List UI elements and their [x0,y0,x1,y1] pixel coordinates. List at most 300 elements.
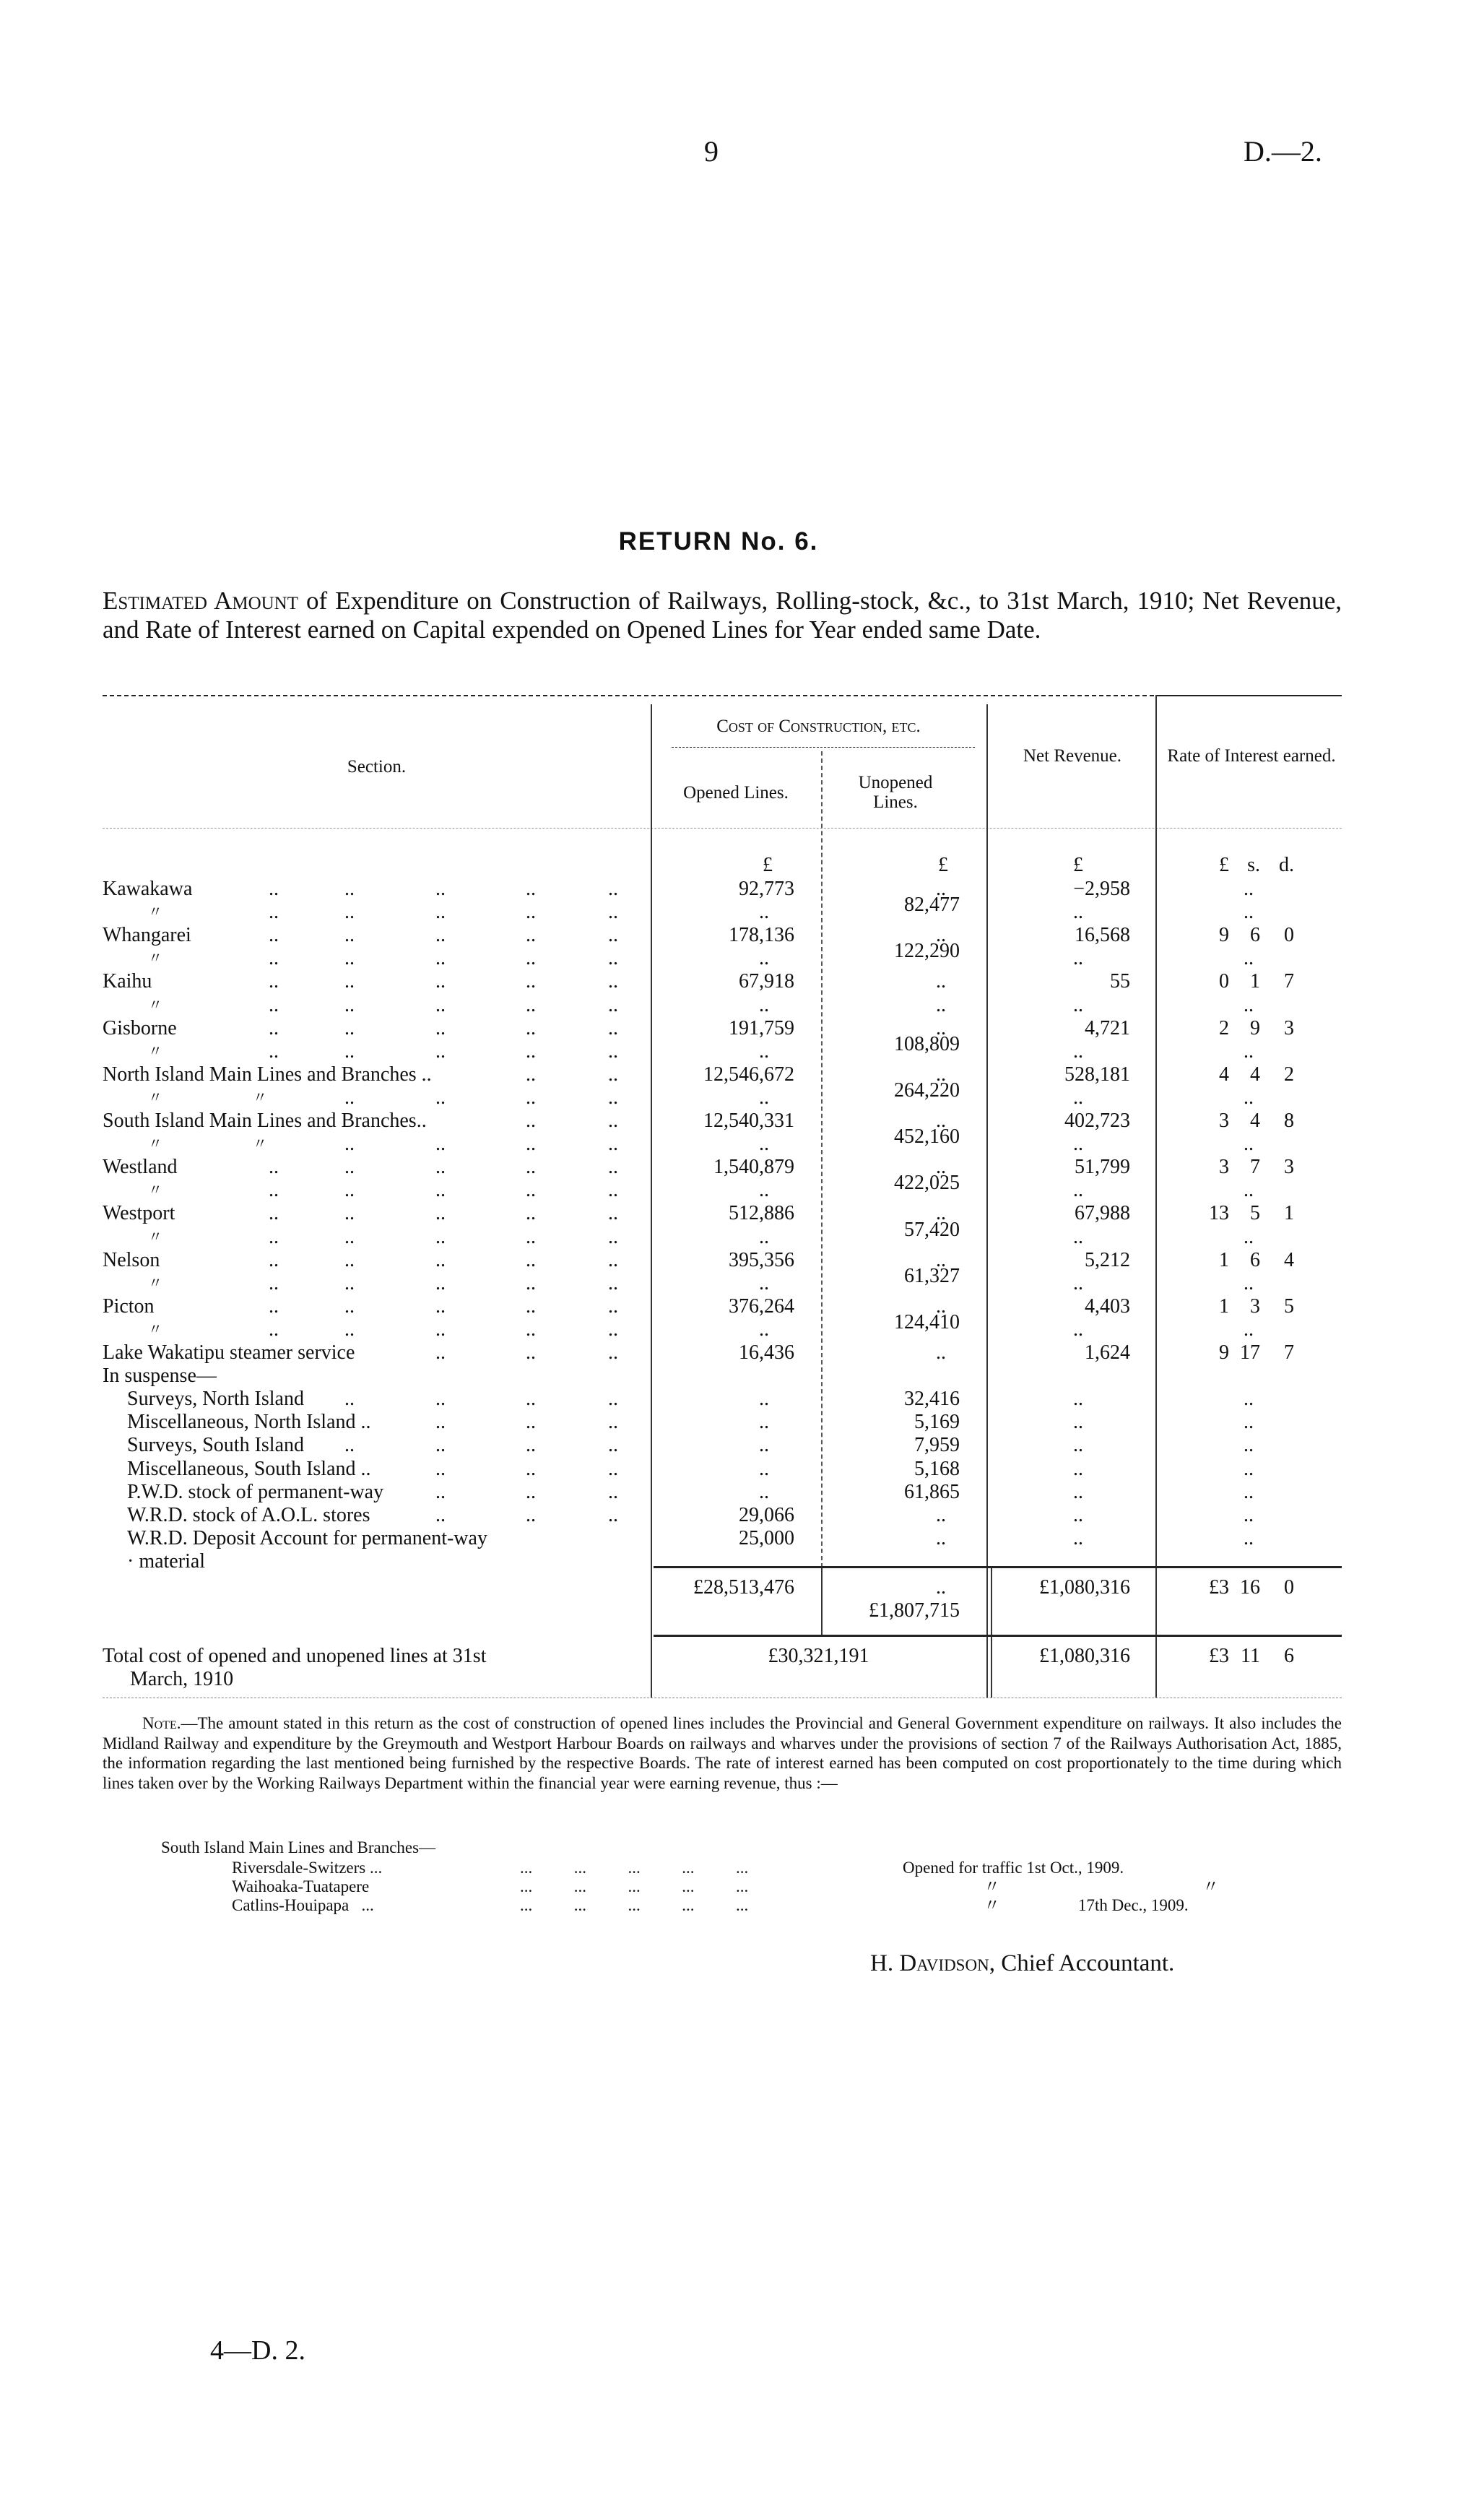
unopened-lines-value: 32,416 [904,1388,960,1411]
opening-line-name: Waihoaka-Tuatapere [232,1877,370,1895]
leader-dots: .. [608,1016,618,1039]
leader-dots: .. [608,1063,618,1086]
opened-lines-value: .. [759,1388,769,1411]
unopened-lines-value: 108,809 [894,1032,960,1055]
leader-dots: .. [344,1434,355,1457]
unopened-lines-value: 124,410 [894,1310,960,1333]
opened-lines-value: 12,546,672 [703,1063,794,1086]
unopened-lines-value: 82,477 [904,894,960,917]
leader-dots: .. [608,878,618,900]
unopened-lines-value: 7,959 [914,1434,960,1457]
leader-dots: .. [269,970,279,993]
unopened-lines-value: .. [936,1503,946,1526]
leader-dots: .. [269,1016,279,1039]
row-label: Westport [103,1202,175,1225]
signatory-name: H. Davidson [870,1950,989,1976]
total-rate-shillings: 11 [1241,1645,1260,1667]
opened-lines-value: .. [759,1480,769,1503]
rate-of-interest-value: .. [1244,878,1254,900]
opened-lines-value: .. [759,1133,769,1156]
leader-dots: .. [269,878,279,900]
net-revenue-value: .. [1073,1457,1083,1480]
net-revenue-value: 67,988 [1075,1202,1130,1225]
rate-shillings: 4 [1250,1110,1260,1132]
leader-dots: .. [344,1388,355,1411]
leader-dots: .. [269,1039,279,1063]
rate-of-interest-value: .. [1244,1039,1254,1063]
rate-shillings: 4 [1250,1063,1260,1086]
opening-line-name: Riversdale-Switzers ... [232,1859,383,1877]
row-label: 〃 [148,904,162,921]
subtotal-rate-pence: 0 [1284,1576,1294,1599]
table-row [0,1411,1484,1434]
table-top-rule-right [1155,695,1342,696]
leader-dots: .. [269,1318,279,1341]
leader-dots: .. [435,947,446,970]
leader-dots: .. [344,1202,355,1225]
table-row [0,1110,1484,1133]
rate-shillings: 3 [1250,1294,1260,1318]
header-unopened-lines: Unopened Lines. [858,773,933,812]
leader-dots: .. [526,1434,536,1457]
table-row [0,1341,1484,1365]
units-row [0,854,1484,877]
document-reference: D.—2. [1244,135,1322,168]
opened-lines-value: 191,759 [729,1016,794,1039]
row-label: North Island Main Lines and Branches .. [103,1063,432,1086]
row-label: · material [127,1549,206,1573]
table-row [0,1295,1484,1318]
table-row [0,1078,1484,1110]
leader-dots: .. [269,1156,279,1179]
leader-dots: .. [435,1039,446,1063]
leader-dots: .. [608,1503,618,1526]
table-row [0,1458,1484,1481]
net-revenue-value: 55 [1110,970,1130,993]
row-label: 〃 [148,1182,162,1199]
opened-lines-value: 178,136 [729,924,794,947]
table-row [0,1125,1484,1156]
rate-of-interest-value: .. [1244,1179,1254,1202]
rate-pounds: 3 [1219,1156,1229,1179]
leader-dots: .. [269,1225,279,1248]
leader-dots: .. [526,1063,536,1086]
unopened-lines-value: .. [936,1202,946,1225]
intro-lead: Estimated Amount [103,587,299,615]
table-row [0,1310,1484,1341]
note-lead: Note. [142,1714,181,1732]
net-revenue-value: .. [1073,1480,1083,1503]
header-cost-of-construction: Cost of Construction, etc. [716,717,921,736]
opened-lines-value: .. [759,1179,769,1202]
leader-dots: .. [526,924,536,947]
rate-pounds: 2 [1219,1016,1229,1039]
leader-dots: .. [526,1248,536,1271]
opened-lines-value: .. [759,1411,769,1434]
unopened-lines-value: 5,169 [914,1411,960,1434]
rate-pounds: 1 [1219,1294,1229,1318]
unopened-lines-value: 452,160 [894,1125,960,1149]
leader-dots: .. [344,993,355,1016]
rate-pounds: 9 [1219,1341,1229,1364]
leader-dots: .. [526,1318,536,1341]
ditto-mark: 〃 [984,1877,1000,1895]
row-label: South Island Main Lines and Branches.. [103,1110,427,1132]
leader-dots: .. [526,1411,536,1434]
net-revenue-value: .. [1073,1503,1083,1526]
leader-dots: .. [526,993,536,1016]
total-label: Total cost of opened and unopened lines at 31st [103,1645,487,1667]
return-title: RETURN No. 6. [618,527,819,555]
total-label-line2: March, 1910 [130,1668,234,1690]
leader-dots: .. [344,970,355,993]
table-row [0,1504,1484,1527]
row-label: 〃 〃 [148,1136,267,1153]
total-cost: £30,321,191 [768,1645,869,1667]
leader-dots: .. [269,1202,279,1225]
opened-lines-value: .. [759,1318,769,1341]
net-revenue-value: .. [1073,1039,1083,1063]
table-row [0,1249,1484,1272]
table-row [0,924,1484,947]
row-label: Miscellaneous, North Island .. [127,1411,371,1434]
unopened-lines-value: .. [936,1248,946,1271]
unit-unopened: £ [938,854,948,876]
leader-dots: .. [608,901,618,924]
leader-dots: .. [526,1086,536,1109]
net-revenue-value: .. [1073,993,1083,1016]
row-label: In suspense— [103,1365,217,1388]
page-number: 9 [704,135,719,168]
rate-pounds: 13 [1209,1202,1229,1225]
table-row [0,940,1484,970]
rate-of-interest-value: .. [1244,1086,1254,1109]
opened-lines-value: .. [759,1086,769,1109]
total-row-continued [0,1668,1484,1691]
table-row [0,1550,1484,1573]
subtotal-unopened: £1,807,715 [869,1599,960,1622]
leader-dots: .. [608,1434,618,1457]
row-label: 〃 [148,951,162,967]
leader-dots: .. [269,1179,279,1202]
leader-dots: .. [608,1457,618,1480]
row-label: Gisborne [103,1016,177,1039]
net-revenue-value: 1,624 [1085,1341,1130,1364]
unopened-lines-value: 122,290 [894,940,960,963]
row-label: 〃 [148,1229,162,1245]
rate-pounds: 3 [1219,1110,1229,1132]
opened-lines-value: .. [759,1271,769,1294]
unopened-lines-value: .. [936,970,946,993]
leader-dots: .. [608,1271,618,1294]
opened-lines-value: 16,436 [739,1341,794,1364]
unopened-lines-value: .. [936,1156,946,1179]
leader-dots: .. [608,1156,618,1179]
leader-dots: .. [435,1434,446,1457]
rate-of-interest-value: .. [1244,1271,1254,1294]
leader-dots: .. [344,924,355,947]
row-label: Whangarei [103,924,191,947]
opened-lines-value: .. [759,1457,769,1480]
leader-dots: .. [526,878,536,900]
leader-dots: .. [269,1294,279,1318]
rate-of-interest-value: .. [1244,1526,1254,1549]
leader-dots: .. [526,1202,536,1225]
unopened-lines-value: .. [936,1294,946,1318]
net-revenue-value: .. [1073,901,1083,924]
leader-dots: .. [608,1341,618,1364]
rate-shillings: 5 [1250,1202,1260,1225]
rate-of-interest-value: .. [1244,1133,1254,1156]
opened-lines-value: .. [759,993,769,1016]
page-footer: 4—D. 2. [210,2335,305,2366]
unit-rate-pounds: £ [1219,854,1229,876]
opened-lines-value: 29,066 [739,1503,794,1526]
leader-dots: .. [526,1179,536,1202]
net-revenue-value: −2,958 [1073,878,1130,900]
row-label: 〃 [148,1043,162,1060]
header-opened-lines: Opened Lines. [683,783,789,803]
leader-dots: .. [269,901,279,924]
row-label: P.W.D. stock of permanent-way [127,1480,384,1503]
table-row [0,1264,1484,1295]
unopened-lines-value: .. [936,1063,946,1086]
rate-pounds: 4 [1219,1063,1229,1086]
subtotal-opened: £28,513,476 [693,1576,794,1599]
table-row [0,1434,1484,1457]
row-label: Lake Wakatipu steamer service [103,1341,355,1364]
rate-of-interest-value: .. [1244,1411,1254,1434]
leader-dots: .. [435,1341,446,1364]
leader-dots: .. [344,1179,355,1202]
leader-dots: .. [608,1318,618,1341]
leader-dots: .. [526,1341,536,1364]
net-revenue-value: .. [1073,1133,1083,1156]
ditto-mark: 〃 [1202,1877,1219,1895]
table-row [0,1063,1484,1086]
rate-of-interest-value: .. [1244,1480,1254,1503]
opening-leader-dots: ... ... ... ... ... [520,1896,749,1914]
header-net-revenue: Net Revenue. [1023,746,1122,766]
leader-dots: .. [344,878,355,900]
leader-dots: .. [344,1039,355,1063]
rate-of-interest-value: .. [1244,1225,1254,1248]
leader-dots: .. [435,1016,446,1039]
unopened-lines-value: 61,327 [904,1264,960,1287]
table-row [0,878,1484,901]
total-rate-pence: 6 [1284,1645,1294,1667]
unopened-lines-value: 5,168 [914,1457,960,1480]
leader-dots: .. [526,1225,536,1248]
leader-dots: .. [526,947,536,970]
leader-dots: .. [435,1133,446,1156]
opened-lines-value: 67,918 [739,970,794,993]
leader-dots: .. [344,1133,355,1156]
opening-leader-dots: ... ... ... ... ... [520,1877,749,1895]
rate-pence: 3 [1284,1016,1294,1039]
row-label: W.R.D. Deposit Account for permanent-way [127,1526,487,1549]
leader-dots: .. [344,1318,355,1341]
leader-dots: .. [608,1388,618,1411]
rate-pence: 4 [1284,1248,1294,1271]
opened-lines-value: 12,540,331 [703,1110,794,1132]
opened-lines-value: 1,540,879 [713,1156,794,1179]
table-row [0,1202,1484,1225]
unit-net: £ [1073,854,1083,876]
leader-dots: .. [344,947,355,970]
table-row [0,970,1484,993]
leader-dots: .. [608,1039,618,1063]
leader-dots: .. [435,924,446,947]
table-row [0,1527,1484,1550]
leader-dots: .. [344,1156,355,1179]
leader-dots: .. [435,1294,446,1318]
row-label: 〃 [148,1275,162,1292]
leader-dots: .. [269,1271,279,1294]
table-row [0,1365,1484,1388]
opening-line-name: Catlins-Houipapa ... [232,1896,374,1914]
header-rate-of-interest: Rate of Interest earned. [1167,746,1336,766]
leader-dots: .. [608,1086,618,1109]
rate-pounds: 0 [1219,970,1229,993]
unit-rate-shillings: s. [1247,854,1260,876]
rate-pence: 5 [1284,1294,1294,1318]
rate-pounds: 1 [1219,1248,1229,1271]
opened-lines-value: .. [759,1225,769,1248]
leader-dots: .. [344,1016,355,1039]
leader-dots: .. [526,1480,536,1503]
leader-dots: .. [344,901,355,924]
table-row [0,1156,1484,1179]
row-label: Surveys, North Island [127,1388,304,1411]
net-revenue-value: .. [1073,1411,1083,1434]
opened-lines-value: 512,886 [729,1202,794,1225]
leader-dots: .. [608,924,618,947]
rate-of-interest-value: .. [1244,1457,1254,1480]
leader-dots: .. [344,1271,355,1294]
leader-dots: .. [608,1179,618,1202]
table-row [0,1032,1484,1063]
rate-shillings: 6 [1250,1248,1260,1271]
rate-of-interest-value: .. [1244,947,1254,970]
leader-dots: .. [435,1179,446,1202]
rate-of-interest-value: .. [1244,1388,1254,1411]
ditto-mark: 〃 [984,1896,1000,1914]
opened-lines-value: .. [759,947,769,970]
subtotal-rate-pounds: £3 [1209,1576,1229,1599]
row-label: 〃 〃 [148,1089,267,1106]
leader-dots: .. [435,1411,446,1434]
leader-dots: .. [526,1156,536,1179]
unopened-lines-value: .. [936,924,946,947]
subtotal-rule [654,1566,1342,1568]
rate-of-interest-value: .. [1244,1434,1254,1457]
opened-lines-value: 25,000 [739,1526,794,1549]
total-rule [654,1635,1342,1637]
net-revenue-value: .. [1073,947,1083,970]
leader-dots: .. [526,901,536,924]
opened-lines-value: .. [759,1039,769,1063]
unopened-lines-value: 57,420 [904,1218,960,1241]
opened-lines-value: .. [759,901,769,924]
net-revenue-value: 4,403 [1085,1294,1130,1318]
row-label: Nelson [103,1248,160,1271]
leader-dots: .. [435,970,446,993]
leader-dots: .. [608,993,618,1016]
leader-dots: .. [435,901,446,924]
net-revenue-value: 528,181 [1064,1063,1130,1086]
leader-dots: .. [435,1156,446,1179]
leader-dots: .. [435,1503,446,1526]
leader-dots: .. [526,970,536,993]
subtotal-unopened-row [0,1599,1484,1622]
note-text: —The amount stated in this return as the cost of construction of opened lines includes the Provincial and General Government expenditure on railways. It also includes the Midland Railway and expenditure by the Greymouth and Westport Harbour Boards on railways and wharves under the provisions of section 7 of the Railways Authorisation Act, 1885, the information regarding the last mentioned being furnished by the respective Boards. The rate of interest earned has been computed on cost proportionately to the time during which lines taken over by the Working Railways Department within the financial year were earning revenue, thus :— [103,1714,1342,1792]
row-label: Westland [103,1156,178,1179]
opened-lines-value: 395,356 [729,1248,794,1271]
net-revenue-value: .. [1073,1388,1083,1411]
unopened-lines-value: 264,220 [894,1078,960,1102]
net-revenue-value: .. [1073,1434,1083,1457]
net-revenue-value: .. [1073,1526,1083,1549]
rate-pounds: 9 [1219,924,1229,947]
total-net: £1,080,316 [1039,1645,1130,1667]
row-label: Kaihu [103,970,152,993]
opened-lines-value: .. [759,1434,769,1457]
rate-of-interest-value: .. [1244,1318,1254,1341]
total-row [0,1645,1484,1668]
table-row [0,994,1484,1017]
row-label: Surveys, South Island [127,1434,304,1457]
leader-dots: .. [608,1225,618,1248]
leader-dots: .. [344,1248,355,1271]
header-section: Section. [347,757,407,777]
net-revenue-value: 5,212 [1085,1248,1130,1271]
leader-dots: .. [435,1271,446,1294]
total-rate-pounds: £3 [1209,1645,1229,1667]
leader-dots: .. [526,1271,536,1294]
leader-dots: .. [435,993,446,1016]
net-revenue-value: .. [1073,1086,1083,1109]
row-label: 〃 [148,997,162,1013]
net-revenue-value: 402,723 [1064,1110,1130,1132]
net-revenue-value: 16,568 [1075,924,1130,947]
opening-leader-dots: ... ... ... ... ... [520,1859,749,1877]
leader-dots: .. [608,970,618,993]
net-revenue-value: 4,721 [1085,1016,1130,1039]
leader-dots: .. [608,1411,618,1434]
unit-opened: £ [763,854,773,876]
net-revenue-value: .. [1073,1271,1083,1294]
leader-dots: .. [344,1294,355,1318]
rate-shillings: 1 [1250,970,1260,993]
subtotal-row [0,1576,1484,1599]
net-revenue-value: .. [1073,1318,1083,1341]
rate-of-interest-value: .. [1244,901,1254,924]
opening-status: 17th Dec., 1909. [1078,1896,1189,1914]
leader-dots: .. [526,1503,536,1526]
rate-pence: 8 [1284,1110,1294,1132]
rate-pence: 1 [1284,1202,1294,1225]
row-label: 〃 [148,1321,162,1338]
leader-dots: .. [269,993,279,1016]
table-row [0,1172,1484,1202]
opening-status: Opened for traffic 1st Oct., 1909. [903,1859,1124,1877]
leader-dots: .. [526,1110,536,1132]
rate-pence: 2 [1284,1063,1294,1086]
leader-dots: .. [435,1248,446,1271]
table-row [0,894,1484,924]
row-label: W.R.D. stock of A.O.L. stores [127,1503,370,1526]
